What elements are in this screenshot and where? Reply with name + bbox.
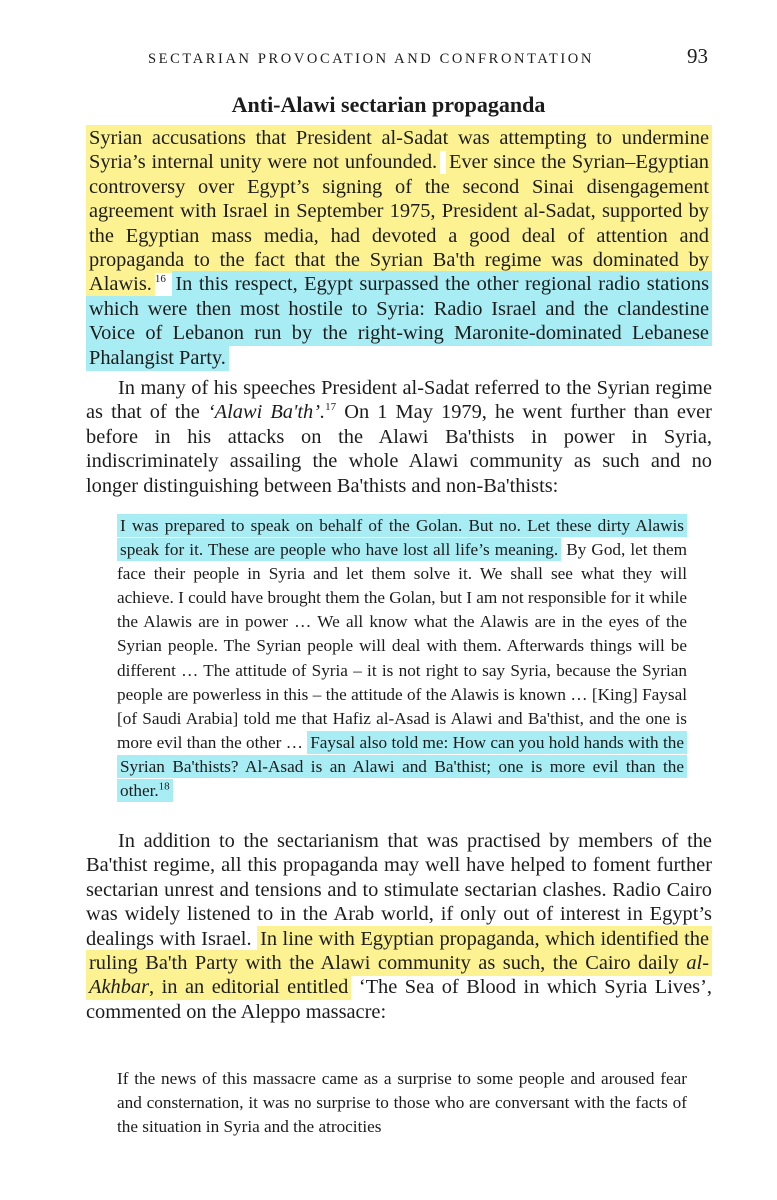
highlight-yellow: Ever since the Syrian–Egyptian controversy over Egypt’s signing of the second Sinai disengagement agreement with Israel in September 1975, President al-Sadat, supported by the Egyptian mass media, had devoted a good deal of attention and propaganda to the fact that the Syrian Ba'th regime was dominated by Alawis. bbox=[86, 149, 712, 297]
italic-title: al-Akhbar bbox=[89, 952, 710, 999]
footnote-ref: 17 bbox=[325, 401, 337, 414]
paragraph-text: In many of his speeches President al-Sadat referred to the Syrian regime as that of the bbox=[86, 377, 712, 424]
footnote-ref: 18 bbox=[158, 780, 170, 793]
page-number: 93 bbox=[687, 44, 708, 68]
paragraph-3 bbox=[86, 829, 712, 1024]
paragraph-text: In addition to the sectarianism that was practised by members of the Ba'thist regime, all this propaganda may well have helped to foment further sectarian unrest and tensions and to stimulate sectarian clashes. Radio Cairo was widely listened to in the Arab world, if only out of interest in Egypt’s dealings with Israel. bbox=[86, 830, 712, 950]
highlight-blue: In this respect, Egypt surpassed the other regional radio stations which were then most hostile to Syria: Radio Israel and the clandestine Voice of Lebanon run by the right-wing Maronite-dominated Lebanese Phalangist Party. bbox=[86, 271, 712, 370]
paragraph-2 bbox=[86, 376, 712, 498]
block-quote-2 bbox=[117, 1067, 687, 1139]
quote-text: By God, let them face their people in Syria and let them solve it. We shall see what they will achieve. I could have brought them the Golan, but I am not responsible for it while the Alawis are in power … We all know what the Alawis are in the eyes of the Syrian people. The Syrian people will deal with them. Afterwards things will be different … The attitude of Syria – it is not right to say Syria, because the Syrian people are powerless in this – the attitude of the Alawis is known … [King] Faysal [of Saudi Arabia] told me that Hafiz al-Asad is Alawi and Ba'thist, and the one is more evil than the other … bbox=[117, 540, 687, 752]
footnote-ref: 16 bbox=[154, 273, 166, 286]
block-quote-1 bbox=[117, 514, 687, 803]
paragraph-1 bbox=[86, 126, 712, 370]
paragraph-text: ‘The Sea of Blood in which Syria Lives’, commented on the Aleppo massacre: bbox=[86, 976, 712, 1023]
section-heading: Anti-Alawi sectarian propaganda bbox=[231, 92, 546, 117]
paragraph-text: , in an editorial entitled bbox=[149, 976, 349, 999]
italic-phrase: ‘Alawi Ba'th’. bbox=[207, 401, 326, 424]
paragraph-text: On 1 May 1979, he went further than ever before in his attacks on the Alawi Ba'thists in power in Syria, indiscriminately assailing the whole Alawi community as such and no longer distinguishing between Ba'thists and non-Ba'thists: bbox=[86, 401, 712, 497]
quote-text: If the news of this massacre came as a surprise to some people and aroused fear and consternation, it was no surprise to those who are conversant with the facts of the situation in Syria and the atrocities bbox=[117, 1069, 687, 1137]
highlight-blue: I was prepared to speak on behalf of the Golan. But no. Let these dirty Alawis speak for it. These are people who have lost all life’s meaning. bbox=[117, 514, 687, 561]
paragraph-text: In line with Egyptian propaganda, which identified the ruling Ba'th Party with the Alawi community as such, the Cairo daily bbox=[89, 927, 709, 975]
quote-text: Faysal also told me: How can you hold hands with the Syrian Ba'thists? Al-Asad is an Alawi and Ba'thist; one is more evil than the other. bbox=[120, 732, 684, 801]
running-header bbox=[148, 44, 708, 69]
highlight-yellow: Syrian accusations that President al-Sadat was attempting to undermine Syria’s internal unity were not unfounded. bbox=[86, 125, 712, 175]
running-title: SECTARIAN PROVOCATION AND CONFRONTATION bbox=[148, 51, 594, 67]
